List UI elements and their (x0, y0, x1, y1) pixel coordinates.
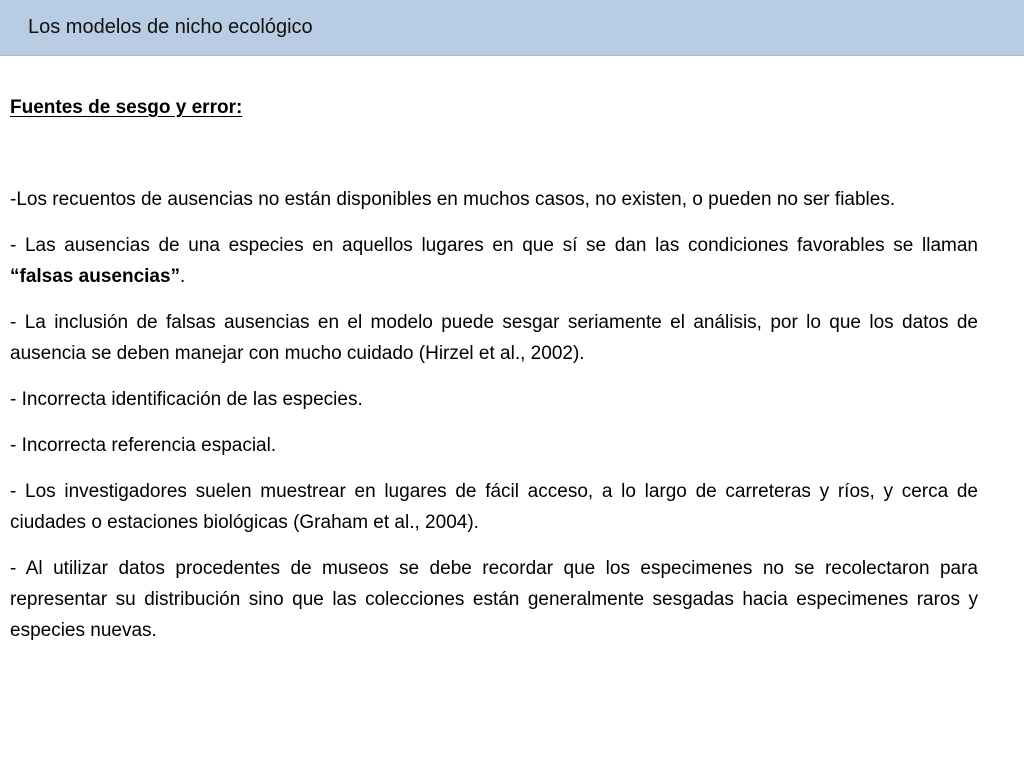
emphasis-term: “falsas ausencias” (10, 266, 181, 287)
slide-title: Los modelos de nicho ecológico (28, 16, 313, 38)
list-item: - Incorrecta identificación de las especies. (10, 389, 363, 410)
list-item: - Al utilizar datos procedentes de museos se debe recordar que los especimenes no se recolectaron para representar su distribución sino que las colecciones están generalmente sesgadas hacia especimenes raros y especies nuevas. (10, 558, 978, 641)
list-item: -Los recuentos de ausencias no están disponibles en muchos casos, no existen, o pueden no ser fiables. (10, 189, 896, 210)
header-bar (0, 0, 1024, 56)
list-item (10, 230, 978, 292)
list-item: - Incorrecta referencia espacial. (10, 435, 277, 456)
bullet-list (10, 184, 978, 661)
list-item: - Los investigadores suelen muestrear en lugares de fácil acceso, a lo largo de carreteras y ríos, y cerca de ciudades o estaciones biológicas (Graham et al., 2004). (10, 481, 978, 533)
list-item-text: . (180, 266, 186, 287)
section-heading: Fuentes de sesgo y error: (10, 97, 243, 118)
list-item-text: - Las ausencias de una especies en aquellos lugares en que sí se dan las condiciones favorables se llaman (10, 235, 978, 256)
list-item: - La inclusión de falsas ausencias en el modelo puede sesgar seriamente el análisis, por lo que los datos de ausencia se deben manejar con mucho cuidado (Hirzel et al., 2002). (10, 312, 978, 364)
